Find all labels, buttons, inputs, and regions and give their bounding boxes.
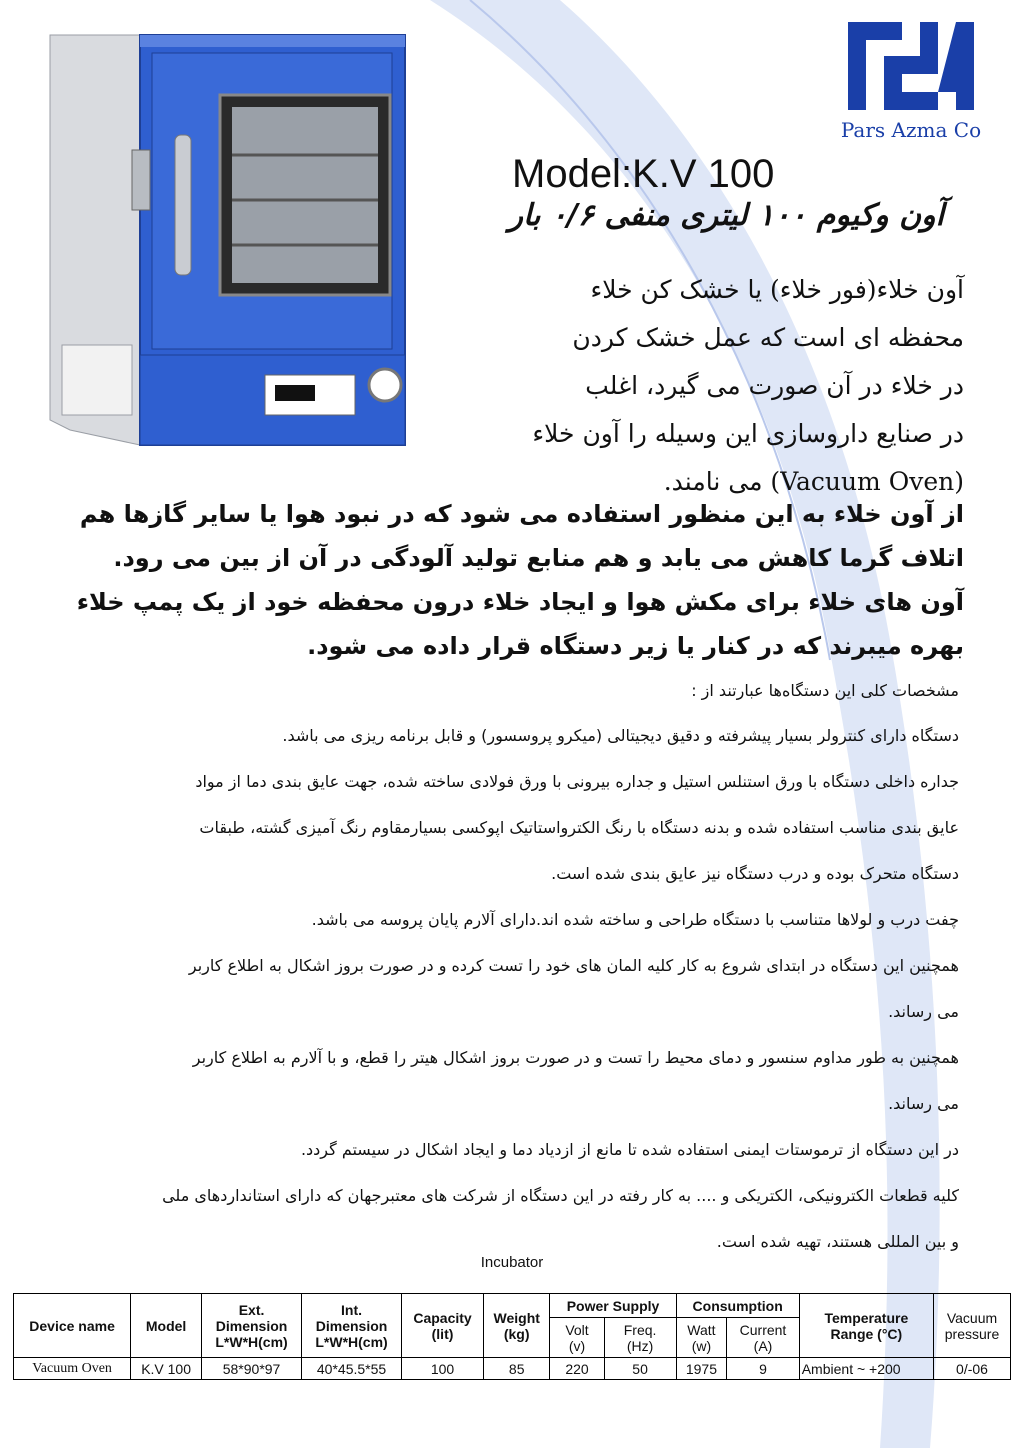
- feature-line: عایق بندی مناسب استفاده شده و بدنه دستگاه با رنگ الکترواستاتیک اپوکسی بسیارمقاوم رنگ آمیزی گشته، طبقات: [199, 818, 959, 837]
- th-capacity-1: Capacity: [413, 1309, 472, 1326]
- intro-line: (Vacuum Oven) می نامند.: [663, 467, 964, 496]
- table-caption: Incubator: [480, 1254, 544, 1271]
- table-row: [14, 1358, 1011, 1380]
- th-freq: [604, 1318, 676, 1358]
- cell-watt: 1975: [676, 1358, 727, 1380]
- th-temperature-1: Temperature: [824, 1309, 909, 1326]
- th-device-name: Device name: [14, 1294, 131, 1358]
- feature-line: جداره داخلی دستگاه با ورق استنلس استیل و جداره بیرونی با ورق فولادی ساخته شده، جهت عایق بندی دما از مواد: [195, 772, 959, 791]
- intro-line: محفظه ای است که عمل خشک کردن: [572, 323, 964, 352]
- th-int-dim-1: Int.: [341, 1301, 363, 1318]
- th-watt-2: (w): [691, 1337, 712, 1354]
- feature-line: همچنین به طور مداوم سنسور و دمای محیط را تست و در صورت بروز اشکال هیتر را قطع، و با آلارم به اطلاع کاربر: [192, 1048, 959, 1067]
- th-ext-dim: [202, 1294, 302, 1358]
- th-volt: [550, 1318, 604, 1358]
- th-capacity: [402, 1294, 484, 1358]
- th-temperature-2: Range (°C): [830, 1325, 903, 1342]
- product-subtitle: آون وکیوم ۱۰۰ لیتری منفی ۰/۶ بار: [508, 198, 944, 233]
- feature-line: دستگاه دارای کنترولر بسیار پیشرفته و دقیق دیجیتالی (میکرو پروسسور) و قابل برنامه ریزی می باشد.: [282, 726, 959, 745]
- feature-line: دستگاه متحرک بوده و درب دستگاه نیز عایق بندی شده است.: [551, 864, 959, 883]
- features-heading: مشخصات کلی این دستگاه‌ها عبارتند از :: [691, 681, 959, 700]
- intro-line: آون خلاء(فور خلاء) یا خشک کن خلاء: [590, 275, 964, 304]
- cell-device-name: Vacuum Oven: [14, 1358, 131, 1380]
- th-volt-2: (v): [568, 1337, 586, 1354]
- th-watt-1: Watt: [687, 1321, 716, 1338]
- th-int-dim-2: Dimension: [315, 1317, 388, 1334]
- th-current-2: (A): [753, 1337, 773, 1354]
- th-ext-dim-2: Dimension: [215, 1317, 288, 1334]
- feature-line: در این دستگاه از ترموستات ایمنی استفاده شده تا مانع از ازدیاد دما و ایجاد اشکال در سیستم گردد.: [300, 1140, 959, 1159]
- th-int-dim: [302, 1294, 402, 1358]
- cell-current: 9: [727, 1358, 799, 1380]
- th-current-1: Current: [739, 1321, 787, 1338]
- model-title: Model:K.V 100: [512, 152, 775, 196]
- cell-ext-dim: 58*90*97: [202, 1358, 302, 1380]
- cell-weight: 85: [483, 1358, 549, 1380]
- brand-name: Pars Azma Co: [840, 118, 982, 142]
- th-consumption: Consumption: [676, 1294, 799, 1318]
- cell-volt: 220: [550, 1358, 604, 1380]
- th-freq-2: (Hz): [626, 1337, 654, 1354]
- feature-line: و بین المللی هستند، تهیه شده است.: [716, 1232, 959, 1251]
- feature-line: می رساند.: [888, 1094, 959, 1113]
- feature-line: می رساند.: [888, 1002, 959, 1021]
- th-weight-1: Weight: [493, 1309, 540, 1326]
- vacuum-oven-image: [40, 25, 420, 470]
- th-vacuum: [934, 1294, 1011, 1358]
- th-vacuum-1: Vacuum: [946, 1309, 998, 1326]
- table-header-row: [14, 1294, 1011, 1318]
- th-current: [727, 1318, 799, 1358]
- th-power-supply: Power Supply: [550, 1294, 676, 1318]
- cell-model: K.V 100: [131, 1358, 202, 1380]
- th-ext-dim-1: Ext.: [238, 1301, 265, 1318]
- cell-int-dim: 40*45.5*55: [302, 1358, 402, 1380]
- cell-temperature: Ambient ~ +200: [799, 1358, 933, 1380]
- paragraph-purpose: از آون خلاء به این منظور استفاده می شود که در نبود هوا یا سایر گازها هم اتلاف گرما کاهش می یابد و هم منابع تولید آلودگی در آن از بین می رود.: [79, 500, 964, 572]
- th-vacuum-2: pressure: [944, 1325, 1000, 1342]
- th-watt: [676, 1318, 727, 1358]
- th-weight: [483, 1294, 549, 1358]
- spec-table: [13, 1293, 1011, 1380]
- feature-line: چفت درب و لولاها متناسب با دستگاه طراحی و ساخته شده اند.دارای آلارم پایان پروسه می باشد.: [311, 910, 959, 929]
- cell-vacuum: 0/-06: [934, 1358, 1011, 1380]
- th-freq-1: Freq.: [623, 1321, 657, 1338]
- intro-line: در خلاء در آن صورت می گیرد، اغلب: [585, 371, 964, 400]
- th-ext-dim-3: L*W*H(cm): [215, 1333, 288, 1350]
- paragraph-pump: آون های خلاء برای مکش هوا و ایجاد خلاء درون محفظه خود از یک پمپ خلاء بهره میبرند که در کنار یا زیر دستگاه قرار داده می شود.: [76, 588, 964, 660]
- th-volt-1: Volt: [565, 1321, 589, 1338]
- th-weight-2: (kg): [503, 1325, 530, 1342]
- feature-line: کلیه قطعات الکترونیکی، الکتریکی و .... به کار رفته در این دستگاه از شرکت های معتبرجهان که دارای استانداردهای ملی: [162, 1186, 959, 1205]
- intro-line: در صنایع داروسازی این وسیله را آون خلاء: [532, 419, 964, 448]
- th-model: Model: [131, 1294, 202, 1358]
- th-temperature: [799, 1294, 933, 1358]
- cell-freq: 50: [604, 1358, 676, 1380]
- feature-line: همچنین این دستگاه در ابتدای شروع به کار کلیه المان های خود را تست کرده و در صورت بروز اشکال به اطلاع کاربر: [188, 956, 959, 975]
- th-capacity-2: (lit): [431, 1325, 454, 1342]
- intro-text: [444, 266, 964, 506]
- features-list: [59, 676, 959, 1268]
- th-int-dim-3: L*W*H(cm): [315, 1333, 388, 1350]
- cell-capacity: 100: [402, 1358, 484, 1380]
